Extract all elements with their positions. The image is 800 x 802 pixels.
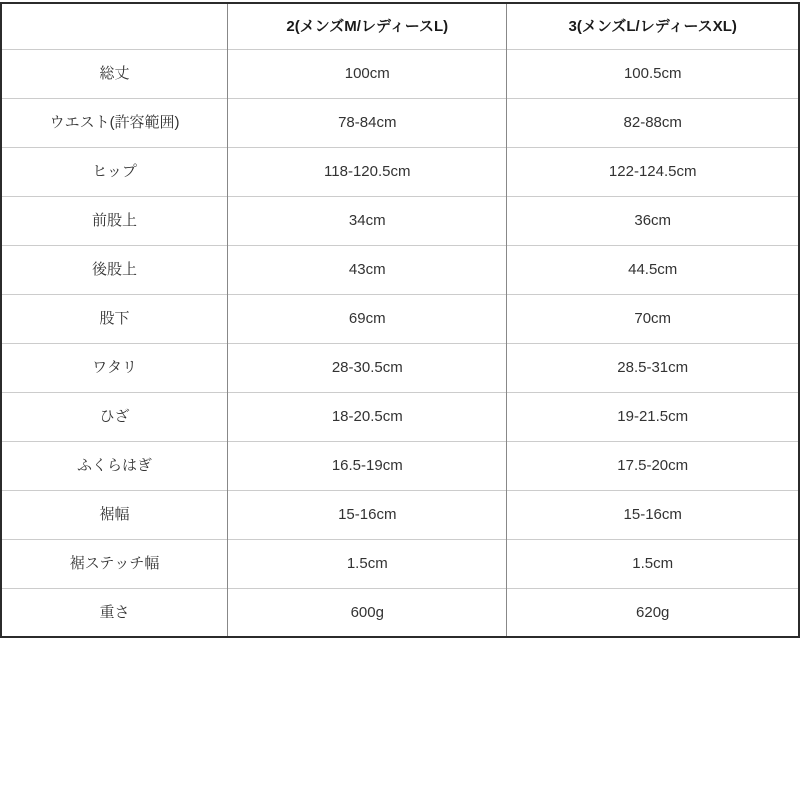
table-row xyxy=(1,294,799,343)
table-row xyxy=(1,490,799,539)
size2-value-cell: 34cm xyxy=(228,196,507,245)
header-cell-size3: 3(メンズL/レディースXL) xyxy=(507,3,799,49)
measurement-label-cell: ふくらはぎ xyxy=(1,441,228,490)
size3-value-cell: 28.5-31cm xyxy=(507,343,799,392)
table-row xyxy=(1,441,799,490)
measurement-label-cell: ワタリ xyxy=(1,343,228,392)
table-row xyxy=(1,539,799,588)
size3-value-cell: 1.5cm xyxy=(507,539,799,588)
measurement-label-cell: ウエスト(許容範囲) xyxy=(1,98,228,147)
size2-value-cell: 78-84cm xyxy=(228,98,507,147)
size2-value-cell: 43cm xyxy=(228,245,507,294)
size-chart-wrapper xyxy=(0,2,800,638)
size3-value-cell: 620g xyxy=(507,588,799,637)
size3-value-cell: 70cm xyxy=(507,294,799,343)
table-row xyxy=(1,588,799,637)
size3-value-cell: 15-16cm xyxy=(507,490,799,539)
measurement-label-cell: ひざ xyxy=(1,392,228,441)
header-cell-size2: 2(メンズM/レディースL) xyxy=(228,3,507,49)
size-chart-header xyxy=(1,3,799,49)
measurement-label-cell: 後股上 xyxy=(1,245,228,294)
size3-value-cell: 19-21.5cm xyxy=(507,392,799,441)
table-row xyxy=(1,343,799,392)
size2-value-cell: 28-30.5cm xyxy=(228,343,507,392)
size3-value-cell: 82-88cm xyxy=(507,98,799,147)
measurement-label-cell: 前股上 xyxy=(1,196,228,245)
measurement-label-cell: 総丈 xyxy=(1,49,228,98)
table-row xyxy=(1,49,799,98)
measurement-label-cell: 裾幅 xyxy=(1,490,228,539)
size3-value-cell: 100.5cm xyxy=(507,49,799,98)
size-chart-body xyxy=(1,49,799,637)
header-cell-measurement xyxy=(1,3,228,49)
size2-value-cell: 15-16cm xyxy=(228,490,507,539)
size2-value-cell: 100cm xyxy=(228,49,507,98)
size3-value-cell: 36cm xyxy=(507,196,799,245)
size3-value-cell: 122-124.5cm xyxy=(507,147,799,196)
size2-value-cell: 69cm xyxy=(228,294,507,343)
table-row xyxy=(1,392,799,441)
measurement-label-cell: 重さ xyxy=(1,588,228,637)
measurement-label-cell: ヒップ xyxy=(1,147,228,196)
size2-value-cell: 118-120.5cm xyxy=(228,147,507,196)
size2-value-cell: 1.5cm xyxy=(228,539,507,588)
measurement-label-cell: 股下 xyxy=(1,294,228,343)
measurement-label-cell: 裾ステッチ幅 xyxy=(1,539,228,588)
size-chart-table xyxy=(0,2,800,638)
size2-value-cell: 18-20.5cm xyxy=(228,392,507,441)
table-row xyxy=(1,147,799,196)
table-row xyxy=(1,98,799,147)
table-row xyxy=(1,196,799,245)
table-row xyxy=(1,245,799,294)
size3-value-cell: 44.5cm xyxy=(507,245,799,294)
size3-value-cell: 17.5-20cm xyxy=(507,441,799,490)
size2-value-cell: 16.5-19cm xyxy=(228,441,507,490)
header-row xyxy=(1,3,799,49)
size2-value-cell: 600g xyxy=(228,588,507,637)
